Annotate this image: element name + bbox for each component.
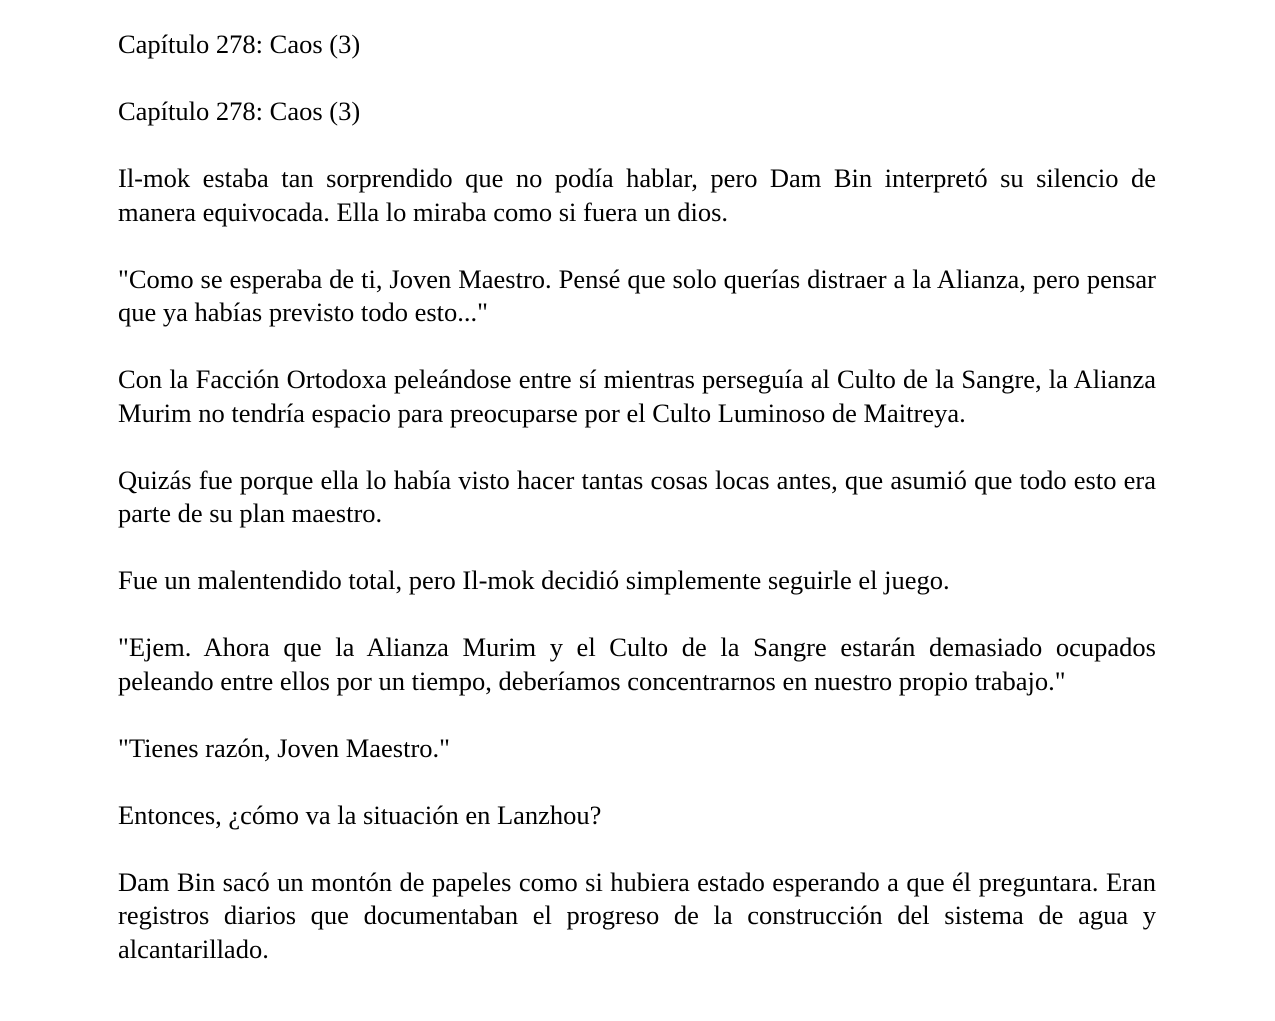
chapter-title: Capítulo 278: Caos (3)	[118, 29, 361, 59]
paragraph: "Como se esperaba de ti, Joven Maestro. Pensé que solo querías distraer a la Alianza, pero pensar que ya habías previsto todo esto..."	[118, 263, 1156, 327]
paragraph: Quizás fue porque ella lo había visto hacer tantas cosas locas antes, que asumió que todo esto era parte de su plan maestro.	[118, 464, 1156, 528]
paragraph: Fue un malentendido total, pero Il-mok decidió simplemente seguirle el juego.	[118, 565, 950, 595]
paragraph: Con la Facción Ortodoxa peleándose entre sí mientras perseguía al Culto de la Sangre, la Alianza Murim no tendría espacio para preocuparse por el Culto Luminoso de Maitreya.	[118, 364, 1156, 428]
paragraph: Dam Bin sacó un montón de papeles como si hubiera estado esperando a que él preguntara. Eran registros diarios que documentaban el progreso de la construcción del sistema de agua y alcantarillado.	[118, 866, 1156, 964]
document-page	[118, 28, 1156, 1000]
paragraph: "Ejem. Ahora que la Alianza Murim y el Culto de la Sangre estarán demasiado ocupados peleando entre ellos por un tiempo, deberíamos concentrarnos en nuestro propio trabajo."	[118, 632, 1156, 696]
paragraph: Entonces, ¿cómo va la situación en Lanzhou?	[118, 799, 602, 830]
paragraph-subtitle: Capítulo 278: Caos (3)	[118, 96, 361, 126]
paragraph: Il-mok estaba tan sorprendido que no podía hablar, pero Dam Bin interpretó su silencio de manera equivocada. Ella lo miraba como si fuera un dios.	[118, 163, 1156, 227]
paragraph: "Tienes razón, Joven Maestro."	[118, 732, 450, 763]
